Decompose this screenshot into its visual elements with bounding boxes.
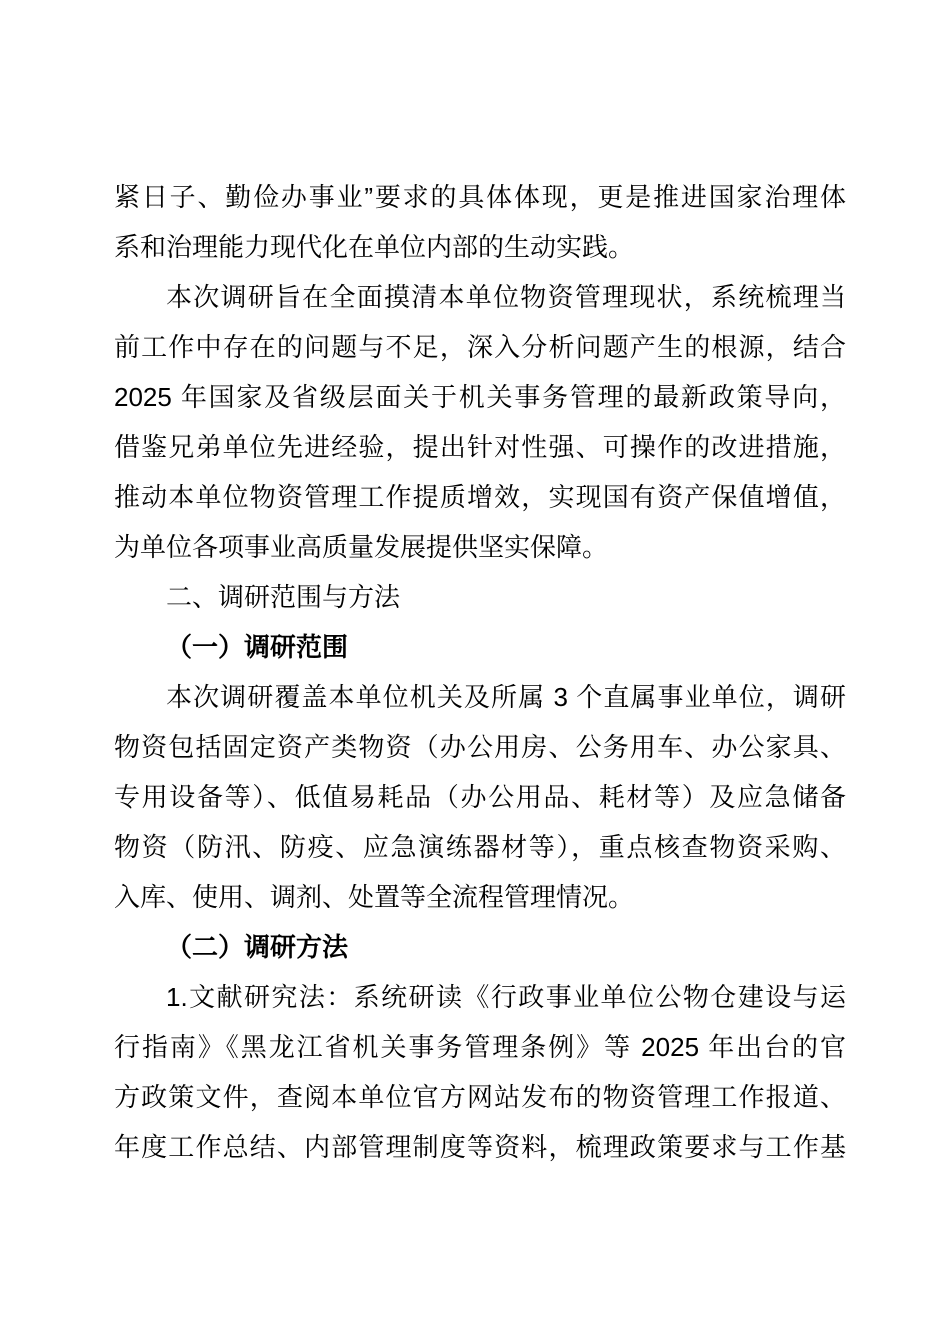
body-line: 入库、使用、调剂、处置等全流程管理情况。 bbox=[114, 882, 635, 912]
body-line: 紧日子、勤俭办事业”要求的具体体现，更是推进国家治理体 bbox=[114, 182, 846, 212]
body-line: 物资包括固定资产类物资（办公用房、公务用车、办公家具、 bbox=[114, 732, 846, 762]
body-line: 本次调研覆盖本单位机关及所属 3 个直属事业单位，调研 bbox=[166, 682, 846, 712]
body-line: 推动本单位物资管理工作提质增效，实现国有资产保值增值， bbox=[114, 482, 846, 512]
section-heading: 二、调研范围与方法 bbox=[166, 582, 401, 612]
body-line: 1.文献研究法：系统研读《行政事业单位公物仓建设与运 bbox=[166, 982, 846, 1012]
body-line: 系和治理能力现代化在单位内部的生动实践。 bbox=[114, 232, 635, 262]
body-line: 方政策文件，查阅本单位官方网站发布的物资管理工作报道、 bbox=[114, 1082, 846, 1112]
subsection-heading: （一）调研范围 bbox=[166, 632, 349, 662]
body-line: 物资（防汛、防疫、应急演练器材等），重点核查物资采购、 bbox=[114, 832, 846, 862]
body-line: 借鉴兄弟单位先进经验，提出针对性强、可操作的改进措施， bbox=[114, 432, 846, 462]
body-line: 为单位各项事业高质量发展提供坚实保障。 bbox=[114, 532, 609, 562]
body-line: 本次调研旨在全面摸清本单位物资管理现状，系统梳理当 bbox=[166, 282, 846, 312]
body-line: 行指南》《黑龙江省机关事务管理条例》等 2025 年出台的官 bbox=[114, 1032, 846, 1062]
body-line: 前工作中存在的问题与不足，深入分析问题产生的根源，结合 bbox=[114, 332, 846, 362]
body-line: 年度工作总结、内部管理制度等资料，梳理政策要求与工作基 bbox=[114, 1132, 846, 1162]
subsection-heading: （二）调研方法 bbox=[166, 932, 349, 962]
body-line: 专用设备等）、低值易耗品（办公用品、耗材等）及应急储备 bbox=[114, 782, 846, 812]
body-line: 2025 年国家及省级层面关于机关事务管理的最新政策导向， bbox=[114, 382, 846, 412]
document-body bbox=[114, 172, 846, 1172]
